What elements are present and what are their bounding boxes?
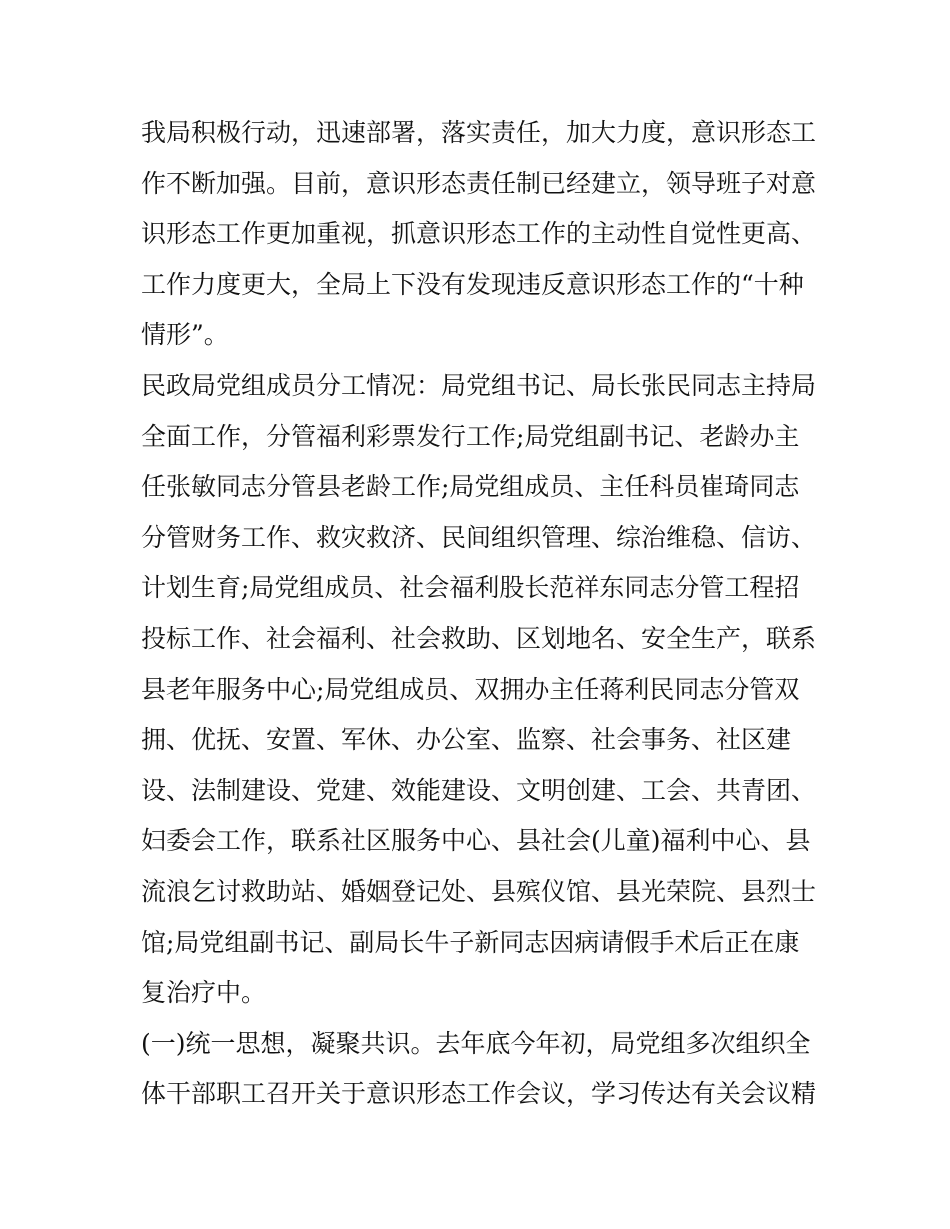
text-line-9: 分管财务工作、救灾救济、民间组织管理、综治维稳、信访、	[141, 522, 817, 552]
text-line-8: 任张敏同志分管县老龄工作;局党组成员、主任科员崔琦同志	[141, 472, 800, 502]
text-line-15: 妇委会工作，联系社区服务中心、县社会(儿童)福利中心、县	[141, 826, 811, 856]
text-line-6: 民政局党组成员分工情况：局党组书记、局长张民同志主持局	[141, 370, 817, 400]
text-line-17: 馆;局党组副书记、副局长牛子新同志因病请假手术后正在康	[141, 927, 800, 957]
body-text	[141, 108, 821, 1120]
text-line-10: 计划生育;局党组成员、社会福利股长范祥东同志分管工程招	[141, 573, 800, 603]
text-line-5: 情形”。	[141, 320, 229, 350]
text-line-16: 流浪乞讨救助站、婚姻登记处、县殡仪馆、县光荣院、县烈士	[141, 876, 817, 906]
text-line-18: 复治疗中。	[141, 978, 267, 1008]
text-line-14: 设、法制建设、党建、效能建设、文明创建、工会、共青团、	[141, 775, 817, 805]
text-line-13: 拥、优抚、安置、军休、办公室、监察、社会事务、社区建	[141, 725, 792, 755]
text-line-12: 县老年服务中心;局党组成员、双拥办主任蒋利民同志分管双	[141, 674, 800, 704]
text-line-19: (一)统一思想，凝聚共识。去年底今年初，局党组多次组织全	[141, 1028, 811, 1058]
text-line-2: 作不断加强。目前，意识形态责任制已经建立，领导班子对意	[141, 168, 817, 198]
text-line-1: 我局积极行动，迅速部署，落实责任，加大力度，意识形态工	[141, 118, 817, 147]
text-line-11: 投标工作、社会福利、社会救助、区划地名、安全生产，联系	[141, 623, 817, 653]
text-line-3: 识形态工作更加重视，抓意识形态工作的主动性自觉性更高、	[141, 219, 817, 249]
text-line-4: 工作力度更大，全局上下没有发现违反意识形态工作的“十种	[141, 269, 804, 299]
text-line-7: 全面工作，分管福利彩票发行工作;局党组副书记、老龄办主	[141, 421, 800, 451]
text-line-20: 体干部职工召开关于意识形态工作会议，学习传达有关会议精	[141, 1079, 817, 1109]
